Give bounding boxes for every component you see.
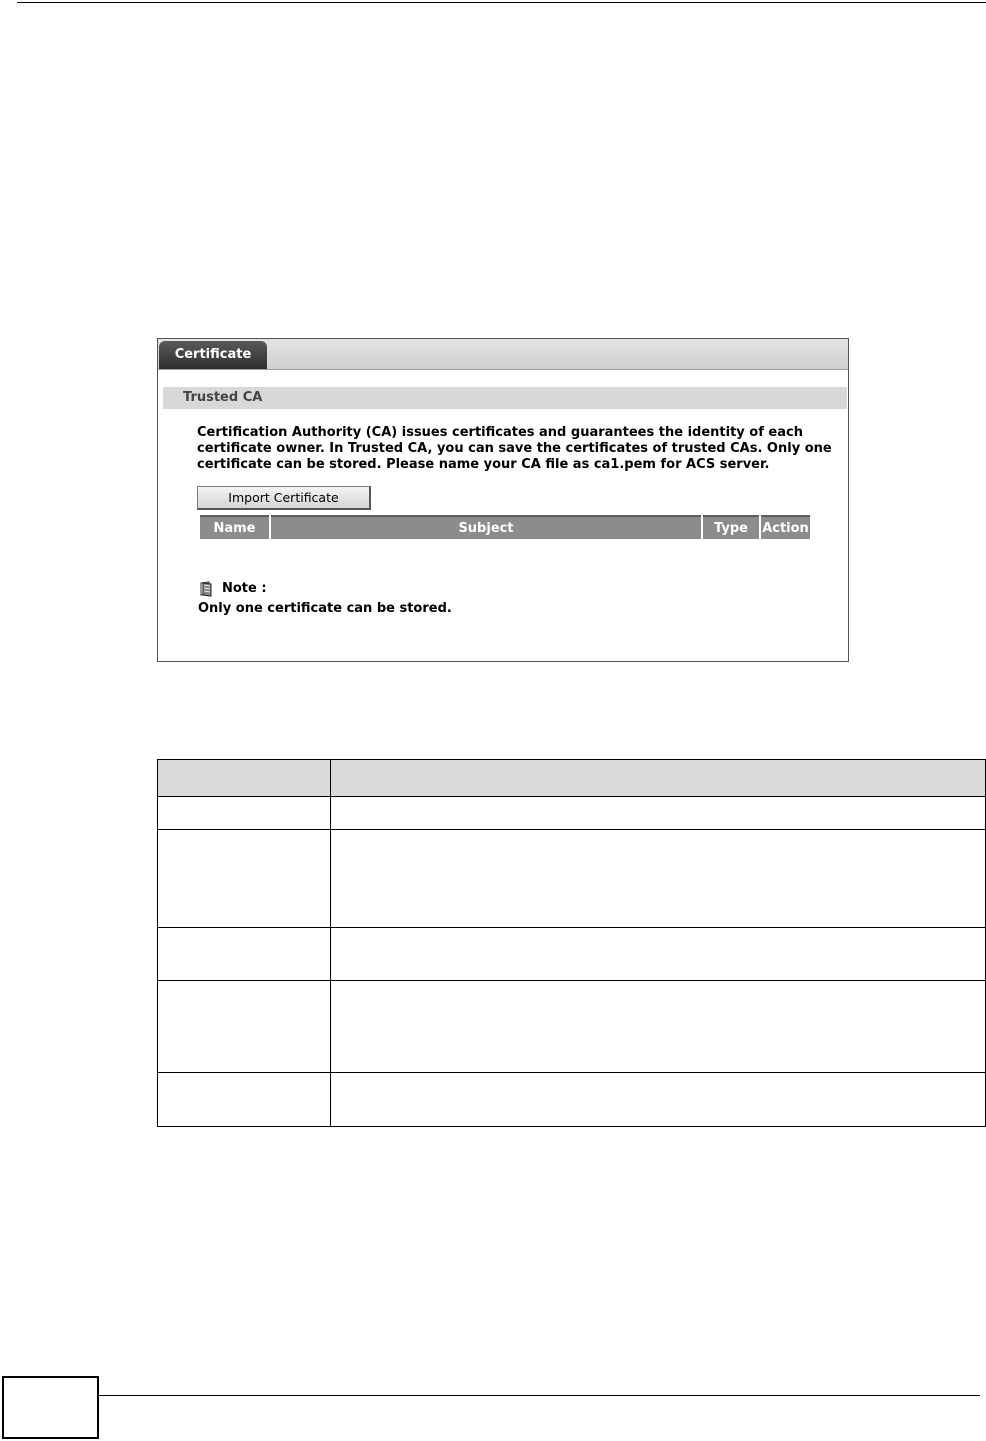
column-header-subject: Subject [271,515,701,539]
note-book-icon [198,581,214,597]
section-title-trusted-ca: Trusted CA [163,387,847,409]
import-certificate-button[interactable]: Import Certificate [197,486,371,510]
note-label: Note : [222,581,267,596]
column-header-type: Type [703,515,759,539]
table-cell [331,981,986,1073]
column-header-name: Name [200,515,269,539]
note-text: Only one certificate can be stored. [198,601,452,616]
table-header-row [158,760,986,797]
table-cell [331,797,986,830]
table-cell [331,928,986,981]
table-row [158,797,986,830]
tab-certificate[interactable]: Certificate [159,341,267,369]
table-cell [158,928,331,981]
table-row [158,928,986,981]
table-row [158,1073,986,1127]
column-header-action: Action [761,515,810,539]
table-cell [158,1073,331,1127]
table-row [158,830,986,928]
table-cell [158,760,331,797]
tab-bar [158,339,848,370]
field-description-table [157,759,986,1127]
table-row [158,981,986,1073]
page-bottom-rule [99,1395,980,1396]
table-cell [331,760,986,797]
page-number-box [2,1376,99,1439]
trusted-ca-description: Certification Authority (CA) issues certificates and guarantees the identity of each certificate owner. In Trusted CA, you can save the certificates of trusted CAs. Only one certificate can be stored. Please name your CA file as ca1.pem for ACS server. [197,425,832,472]
certificate-table-header [158,515,850,539]
table-cell [331,830,986,928]
page-top-rule [17,2,986,3]
table-cell [158,981,331,1073]
table-cell [331,1073,986,1127]
certificate-screen [157,338,849,662]
table-cell [158,797,331,830]
table-cell [158,830,331,928]
